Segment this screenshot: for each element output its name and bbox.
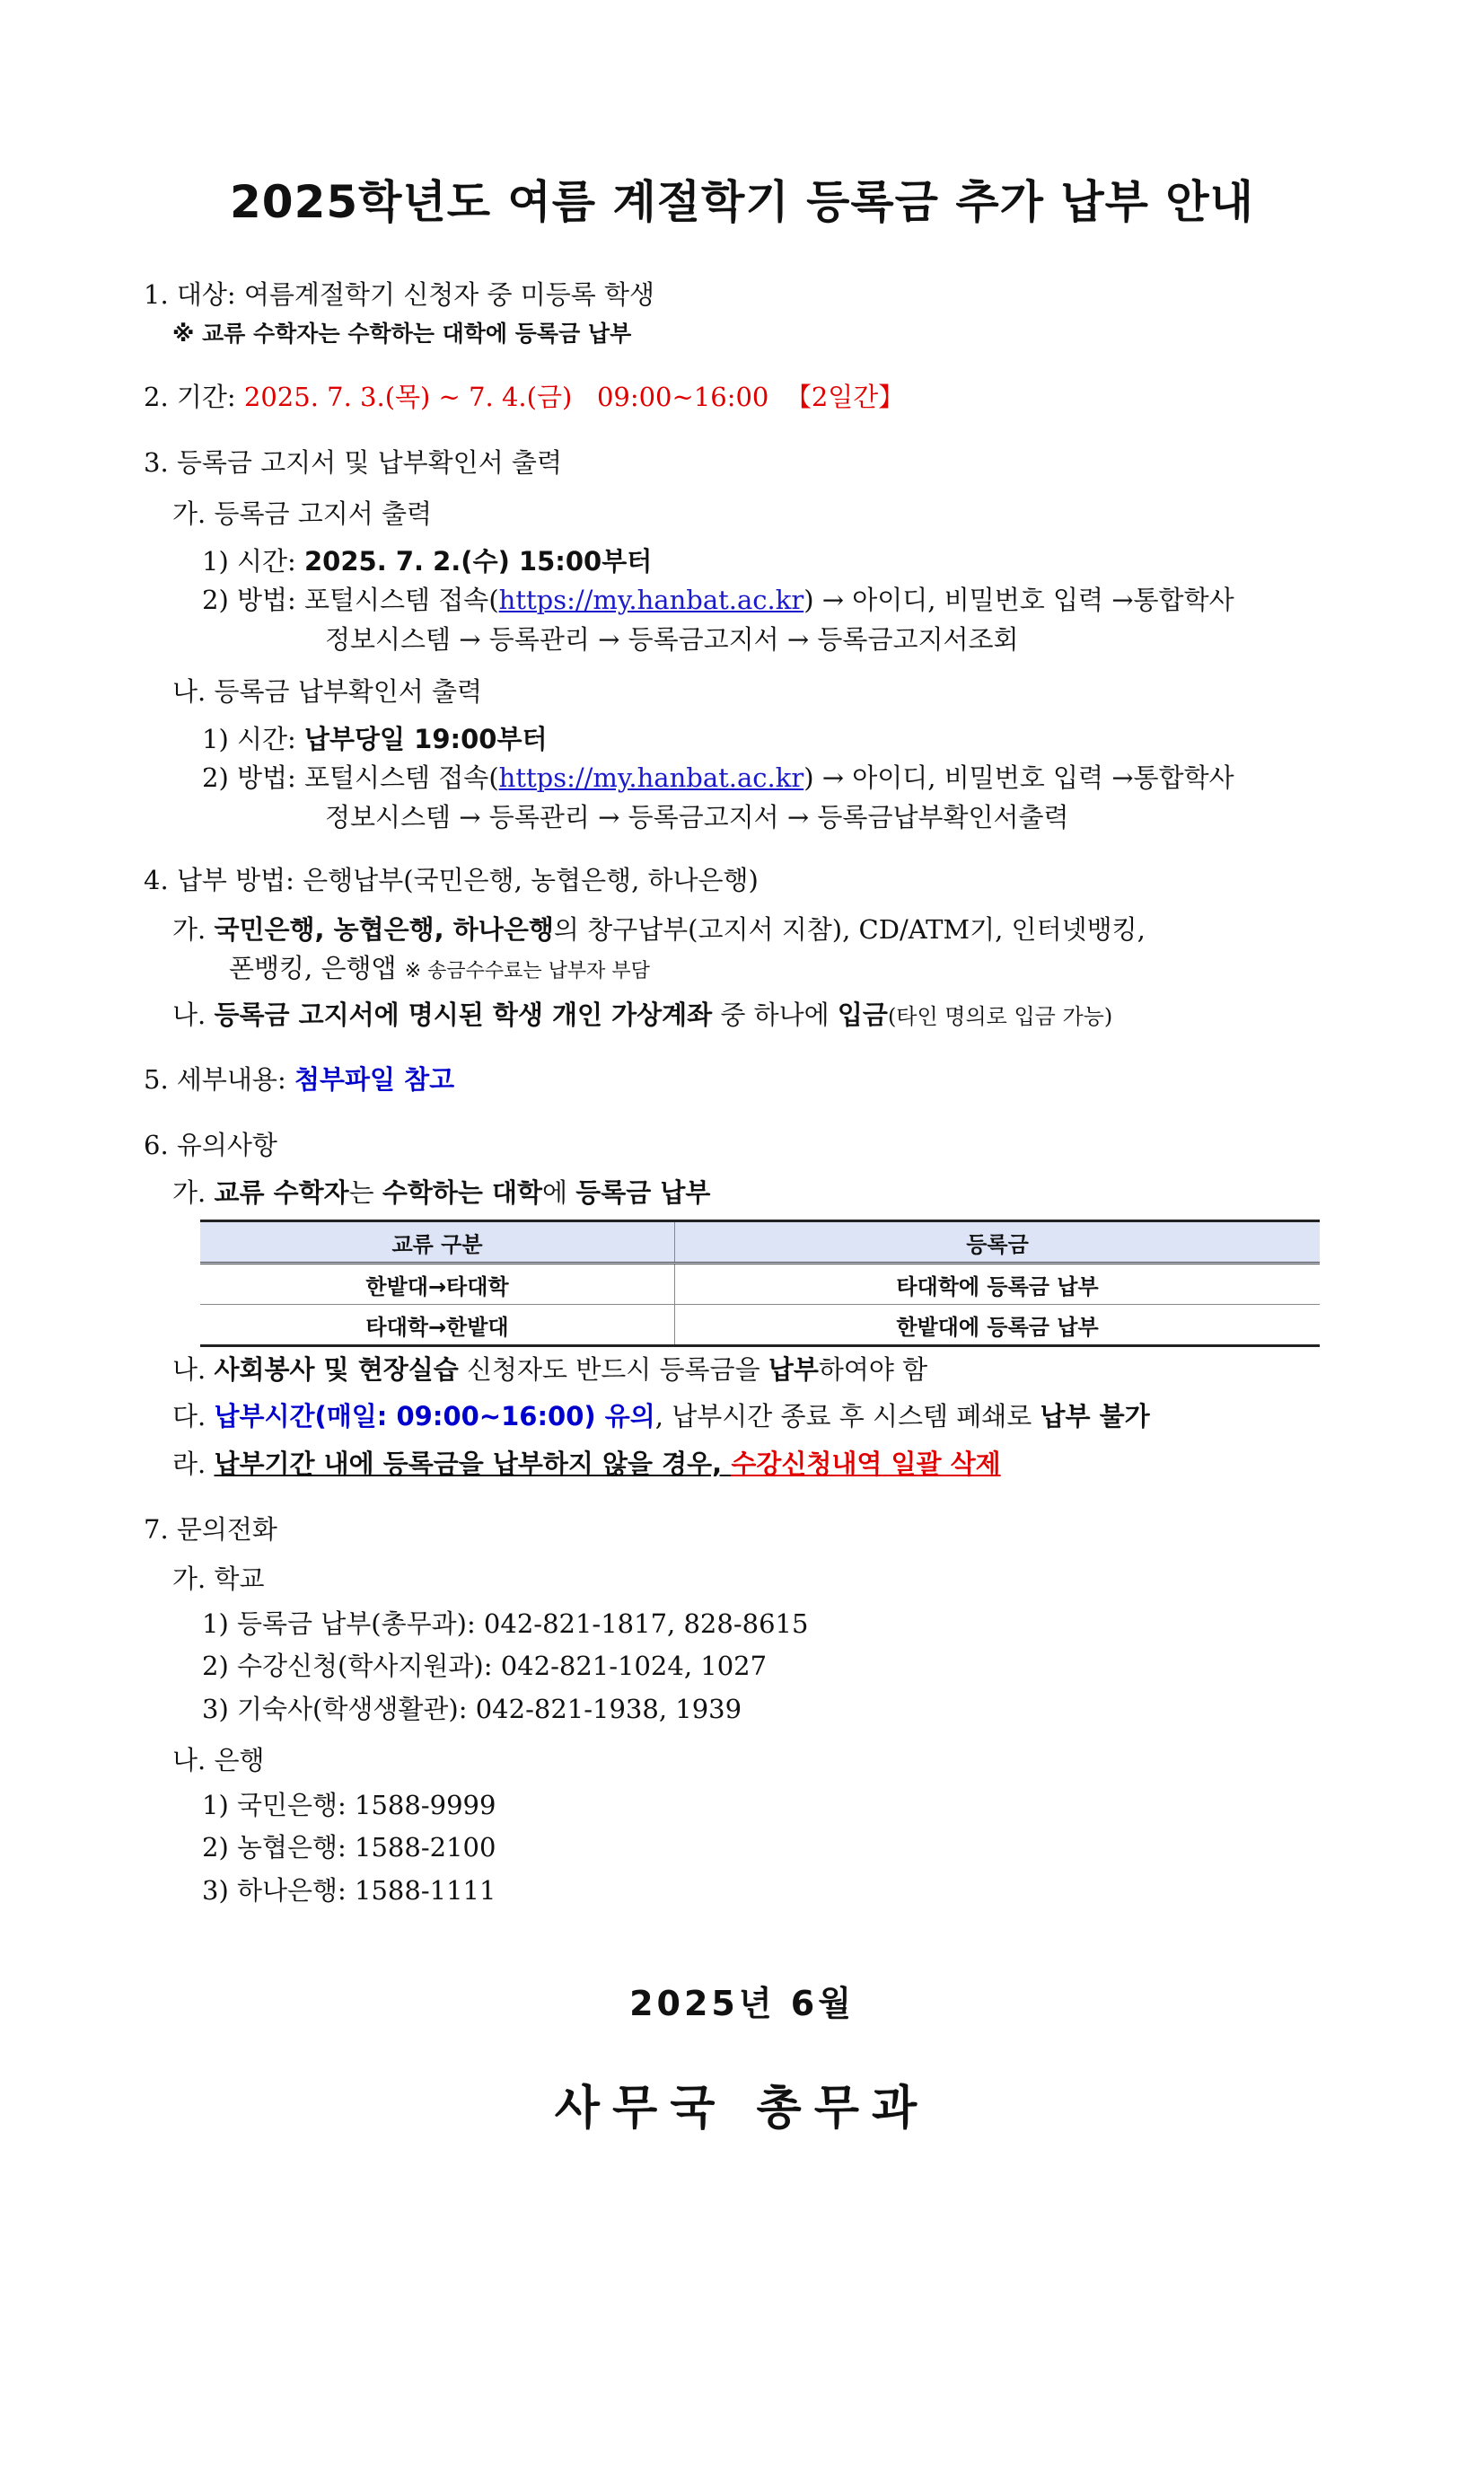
item-prefix: 나. bbox=[172, 1354, 215, 1385]
connector-text: 는 bbox=[348, 1177, 382, 1208]
connector-text: 하여야 함 bbox=[818, 1354, 928, 1385]
section-7-heading: 7. 문의전화 bbox=[144, 1514, 277, 1545]
section-3-na-time bbox=[202, 721, 548, 757]
method-text: 포털시스템 접속( bbox=[304, 762, 499, 793]
receipt-print-time: 납부당일 19:00부터 bbox=[304, 724, 548, 754]
exchange-student: 교류 수학자 bbox=[214, 1177, 349, 1208]
section-6-heading: 6. 유의사항 bbox=[144, 1130, 277, 1160]
contact-item: 3) 하나은행: 1588-1111 bbox=[202, 1875, 496, 1906]
contact-item: 2) 수강신청(학사지원과): 042-821-1024, 1027 bbox=[202, 1651, 768, 1681]
section-6-da bbox=[172, 1398, 1150, 1434]
deposit-text: 중 하나에 bbox=[712, 1000, 838, 1030]
section-7-na: 나. 은행 bbox=[172, 1745, 265, 1775]
page-title: 2025학년도 여름 계절학기 등록금 추가 납부 안내 bbox=[229, 176, 1254, 228]
portal-link[interactable]: https://my.hanbat.ac.kr bbox=[498, 585, 804, 615]
deposit-label: 입금 bbox=[837, 1000, 888, 1030]
payment-channels-cont: 폰뱅킹, 은행앱 bbox=[229, 953, 397, 983]
section-4-na bbox=[172, 997, 1112, 1035]
connector-text: 에 bbox=[542, 1177, 576, 1208]
method-text: ) → 아이디, 비밀번호 입력 →통합학사 bbox=[803, 585, 1234, 615]
payment-unavailable: 납부 불가 bbox=[1040, 1401, 1150, 1431]
bank-names: 국민은행, 농협은행, 하나은행 bbox=[214, 914, 554, 945]
section-3-ga-time bbox=[202, 543, 652, 579]
contact-item: 3) 기숙사(학생생활관): 042-821-1938, 1939 bbox=[202, 1694, 742, 1724]
table-cell: 타대학→한밭대 bbox=[200, 1305, 675, 1346]
exchange-tuition-table bbox=[200, 1220, 1320, 1347]
section-7-ga: 가. 학교 bbox=[172, 1563, 265, 1594]
section-3-ga-method bbox=[202, 582, 1234, 618]
enrollment-deletion-warning: 수강신청내역 일괄 삭제 bbox=[731, 1449, 1001, 1479]
details-label: 5. 세부내용: bbox=[144, 1064, 294, 1095]
table-cell: 한밭대에 등록금 납부 bbox=[675, 1305, 1321, 1346]
table-header-row bbox=[200, 1221, 1320, 1264]
section-4-ga bbox=[172, 912, 1146, 947]
connector-text: , 납부시간 종료 후 시스템 폐쇄로 bbox=[654, 1401, 1041, 1431]
section-2-label: 2. 기간: bbox=[144, 382, 244, 412]
table-row bbox=[200, 1305, 1320, 1346]
section-3-na-method-cont: 정보시스템 → 등록관리 → 등록금고지서 → 등록금납부확인서출력 bbox=[325, 802, 1069, 832]
period-time: 09:00~16:00 bbox=[596, 382, 769, 412]
item-prefix: 가. bbox=[172, 1177, 215, 1208]
section-3-ga-method-cont: 정보시스템 → 등록관리 → 등록금고지서 → 등록금고지서조회 bbox=[325, 624, 1019, 655]
deposit-note: (타인 명의로 입금 가능) bbox=[887, 1004, 1113, 1029]
attachment-reference[interactable]: 첨부파일 참고 bbox=[294, 1064, 455, 1095]
contact-item: 2) 농협은행: 1588-2100 bbox=[202, 1832, 496, 1863]
tuition-payment: 등록금 납부 bbox=[575, 1177, 711, 1208]
payment-hours-warning: 납부시간(매일: 09:00~16:00) 유의 bbox=[214, 1401, 655, 1431]
method-label: 2) 방법: bbox=[202, 585, 304, 615]
item-prefix: 가. bbox=[172, 914, 215, 945]
host-university: 수학하는 대학 bbox=[382, 1177, 543, 1208]
issuing-office: 사무국 총무과 bbox=[554, 2082, 930, 2136]
column-header: 교류 구분 bbox=[200, 1221, 675, 1264]
section-3-heading: 3. 등록금 고지서 및 납부확인서 출력 bbox=[144, 447, 562, 478]
fee-note: ※ 송금수수료는 납부자 부담 bbox=[404, 960, 650, 982]
table-cell: 한밭대→타대학 bbox=[200, 1264, 675, 1305]
table-cell: 타대학에 등록금 납부 bbox=[675, 1264, 1321, 1305]
method-label: 2) 방법: bbox=[202, 762, 304, 793]
section-2-period bbox=[144, 379, 904, 415]
section-1-target: 1. 대상: 여름계절학기 신청자 중 미등록 학생 bbox=[144, 279, 654, 310]
portal-link[interactable]: https://my.hanbat.ac.kr bbox=[498, 762, 804, 793]
section-6-ga bbox=[172, 1175, 710, 1211]
table-row bbox=[200, 1264, 1320, 1305]
notice-print-time: 2025. 7. 2.(수) 15:00부터 bbox=[304, 546, 653, 577]
method-text: ) → 아이디, 비밀번호 입력 →통합학사 bbox=[803, 762, 1234, 793]
payment-channels: 의 창구납부(고지서 지참), CD/ATM기, 인터넷뱅킹, bbox=[553, 914, 1146, 945]
section-6-ra bbox=[172, 1446, 1001, 1482]
section-4-heading: 4. 납부 방법: 은행납부(국민은행, 농협은행, 하나은행) bbox=[144, 865, 759, 895]
item-prefix: 나. bbox=[172, 1000, 215, 1030]
column-header: 등록금 bbox=[675, 1221, 1321, 1264]
section-3-ga-heading: 가. 등록금 고지서 출력 bbox=[172, 498, 432, 529]
virtual-account-text: 등록금 고지서에 명시된 학생 개인 가상계좌 bbox=[214, 1000, 713, 1030]
issue-date: 2025년 6월 bbox=[629, 1984, 855, 2023]
connector-text: 신청자도 반드시 등록금을 bbox=[458, 1354, 768, 1385]
section-1-note: ※ 교류 수학자는 수학하는 대학에 등록금 납부 bbox=[172, 321, 632, 347]
payment-word: 납부 bbox=[768, 1354, 819, 1385]
contact-item: 1) 등록금 납부(총무과): 042-821-1817, 828-8615 bbox=[202, 1608, 809, 1639]
section-6-na bbox=[172, 1352, 927, 1387]
section-3-na-heading: 나. 등록금 납부확인서 출력 bbox=[172, 676, 483, 707]
section-5-details bbox=[144, 1061, 454, 1097]
item-prefix: 다. bbox=[172, 1401, 215, 1431]
period-days: 【2일간】 bbox=[785, 382, 905, 412]
time-label: 1) 시간: bbox=[202, 724, 304, 754]
section-3-na-method bbox=[202, 760, 1234, 796]
deadline-warning: 납부기간 내에 등록금을 납부하지 않을 경우, bbox=[214, 1449, 732, 1479]
item-prefix: 라. bbox=[172, 1449, 215, 1479]
period-dates: 2025. 7. 3.(목) ~ 7. 4.(금) bbox=[243, 382, 573, 412]
contact-item: 1) 국민은행: 1588-9999 bbox=[202, 1790, 496, 1820]
service-practicum: 사회봉사 및 현장실습 bbox=[214, 1354, 459, 1385]
method-text: 포털시스템 접속( bbox=[304, 585, 499, 615]
time-label: 1) 시간: bbox=[202, 546, 304, 577]
section-4-ga-cont bbox=[229, 950, 650, 990]
